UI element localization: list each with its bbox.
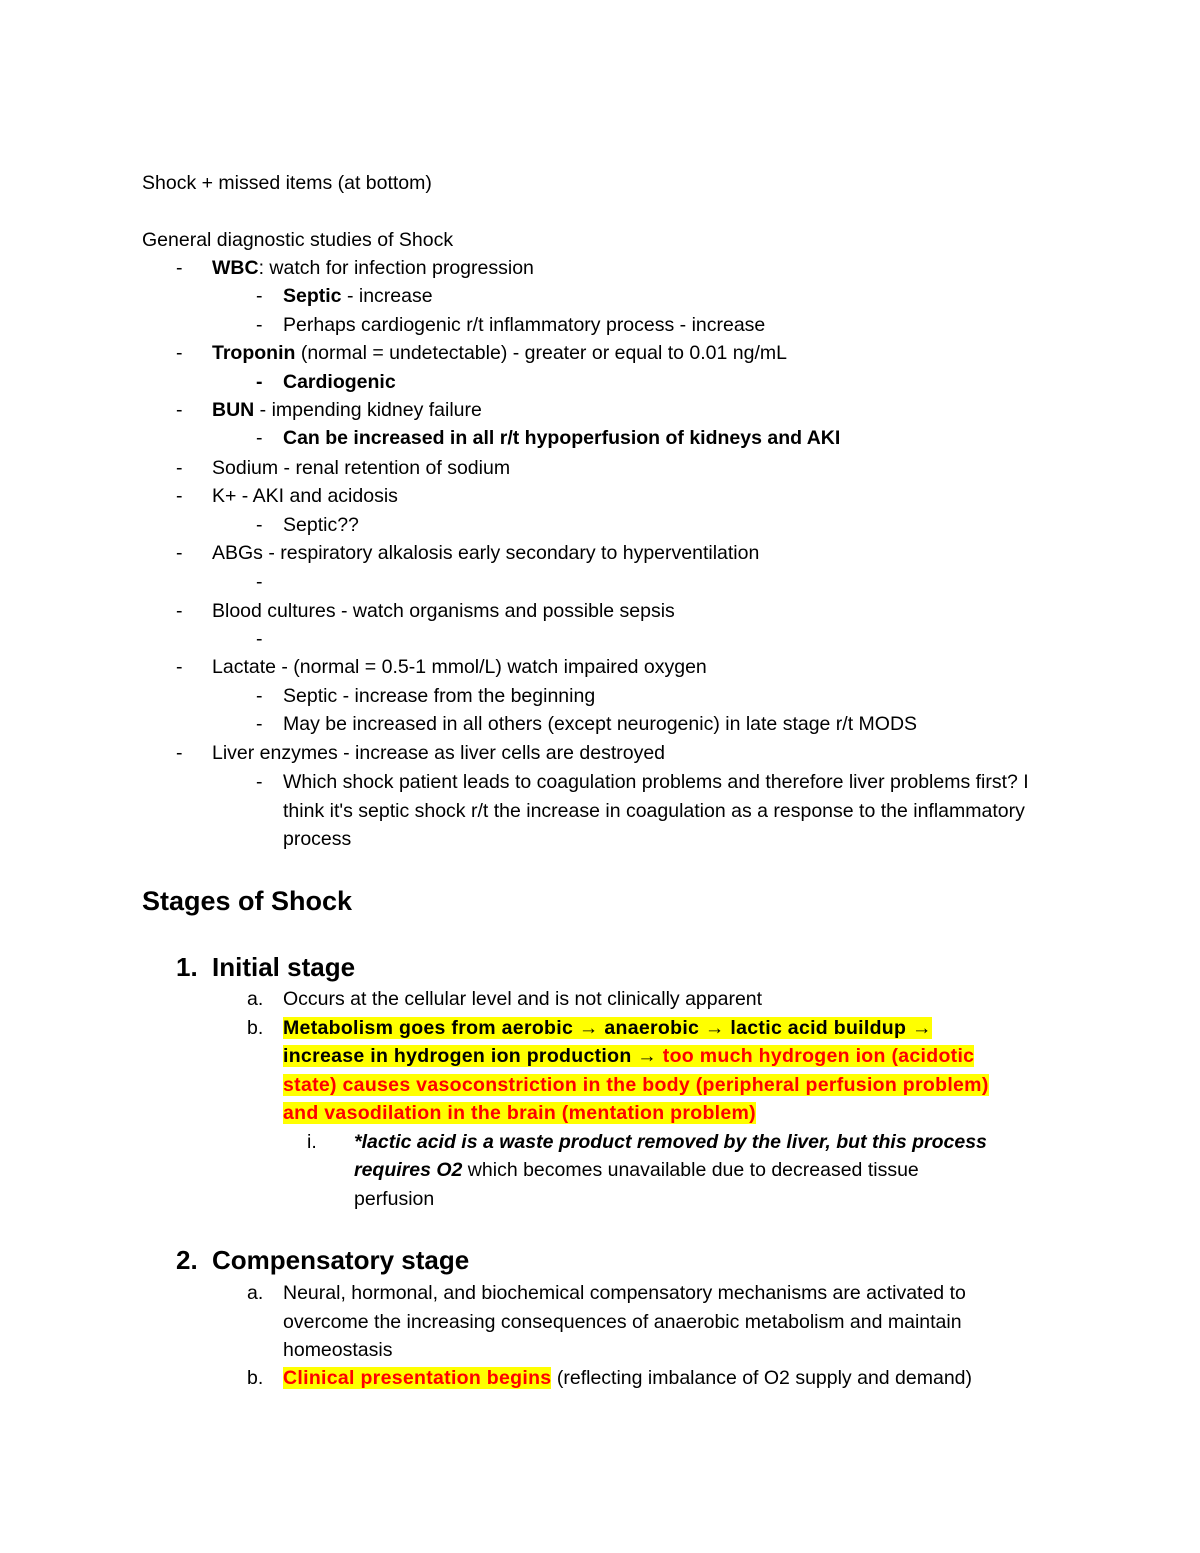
stages-heading: Stages of Shock <box>142 886 353 916</box>
stage-1-b-line-4 <box>283 1099 756 1128</box>
bullet: - <box>176 457 183 479</box>
troponin-label: Troponin <box>212 342 296 364</box>
stage-1-i-line-1: *lactic acid is a waste product removed by the liver, but this process <box>354 1131 987 1153</box>
bullet: - <box>176 656 183 678</box>
wbc-text: : watch for infection progression <box>258 257 534 279</box>
bullet: - <box>176 399 183 421</box>
bun-sub: Can be increased in all r/t hypoperfusion of kidneys and AKI <box>283 427 841 449</box>
potassium-item: K+ - AKI and acidosis <box>212 485 398 507</box>
bullet: - <box>176 485 183 507</box>
blood-cultures-item: Blood cultures - watch organisms and possible sepsis <box>212 600 675 622</box>
bun-label: BUN <box>212 399 255 421</box>
stage-2-number: 2. <box>176 1245 198 1275</box>
plain-text: (reflecting imbalance of O2 supply and demand) <box>551 1367 973 1389</box>
wbc-item <box>212 254 534 283</box>
list-marker: a. <box>247 1282 264 1304</box>
highlighted-red-text: and vasodilation in the brain (mentation problem) <box>283 1102 756 1124</box>
bun-text: - impending kidney failure <box>254 399 482 421</box>
stage-1-b-line-1 <box>283 1014 932 1043</box>
troponin-text: (normal = undetectable) - greater or equal to 0.01 ng/mL <box>295 342 787 364</box>
stage-1-b-line-3 <box>283 1071 989 1100</box>
wbc-septic <box>283 282 433 311</box>
empty-bullet: - <box>256 571 263 593</box>
highlighted-red-text: state) causes vasoconstriction in the body (peripheral perfusion problem) <box>283 1074 989 1096</box>
stage-1-number: 1. <box>176 952 198 982</box>
list-marker: b. <box>247 1367 264 1389</box>
bullet: - <box>176 742 183 764</box>
highlighted-text: Metabolism goes from aerobic → anaerobic → lactic acid buildup → <box>283 1017 932 1039</box>
bullet: - <box>176 542 183 564</box>
troponin-item <box>212 339 787 368</box>
highlighted-red-text: Clinical presentation begins <box>283 1367 552 1389</box>
lactate-sub-2: May be increased in all others (except neurogenic) in late stage r/t MODS <box>283 713 918 735</box>
stage-1-title: Initial stage <box>212 952 356 982</box>
abgs-item: ABGs - respiratory alkalosis early secondary to hyperventilation <box>212 542 760 564</box>
wbc-label: WBC <box>212 257 259 279</box>
stage-2-a: Neural, hormonal, and biochemical compensatory mechanisms are activated to overcome the increasing consequences of anaerobic metabolism and maintain homeostasis <box>283 1282 966 1361</box>
stage-2-b <box>283 1364 972 1393</box>
bun-item <box>212 396 482 425</box>
bullet: - <box>256 427 263 449</box>
septic-text: - increase <box>341 285 433 307</box>
doc-title: Shock + missed items (at bottom) <box>142 172 432 194</box>
stage-2-title: Compensatory stage <box>212 1245 470 1275</box>
bullet: - <box>256 314 263 336</box>
troponin-sub: Cardiogenic <box>283 371 396 393</box>
plain-text: which becomes unavailable due to decreased tissue <box>462 1159 919 1181</box>
stage-1-b-line-2 <box>283 1042 974 1071</box>
bullet: - <box>256 685 263 707</box>
stage-1-i-line-3: perfusion <box>354 1188 435 1210</box>
liver-sub: Which shock patient leads to coagulation problems and therefore liver problems first? I think it's septic shock r/t the increase in coagulation as a response to the inflammatory process <box>283 771 1029 850</box>
list-marker: a. <box>247 988 264 1010</box>
bullet: - <box>256 285 263 307</box>
bold-italic-text: requires O2 <box>354 1159 463 1181</box>
highlighted-red-text: too much hydrogen ion (acidotic <box>662 1045 975 1067</box>
bullet: - <box>176 257 183 279</box>
empty-bullet: - <box>256 628 263 650</box>
septic-label: Septic <box>283 285 342 307</box>
bullet: - <box>256 371 263 393</box>
bullet: - <box>256 771 263 793</box>
bullet: - <box>256 514 263 536</box>
diagnostic-heading: General diagnostic studies of Shock <box>142 229 454 251</box>
lactate-item: Lactate - (normal = 0.5-1 mmol/L) watch impaired oxygen <box>212 656 707 678</box>
lactate-sub-1: Septic - increase from the beginning <box>283 685 596 707</box>
stage-1-a: Occurs at the cellular level and is not clinically apparent <box>283 988 763 1010</box>
bullet: - <box>176 600 183 622</box>
liver-item: Liver enzymes - increase as liver cells are destroyed <box>212 742 666 764</box>
potassium-sub: Septic?? <box>283 514 359 536</box>
stage-1-i-line-2 <box>354 1156 919 1185</box>
list-marker: i. <box>307 1131 317 1153</box>
highlighted-text: increase in hydrogen ion production → <box>283 1045 663 1067</box>
bullet: - <box>256 713 263 735</box>
sodium-item: Sodium - renal retention of sodium <box>212 457 511 479</box>
bullet: - <box>176 342 183 364</box>
list-marker: b. <box>247 1017 264 1039</box>
wbc-cardiogenic: Perhaps cardiogenic r/t inflammatory process - increase <box>283 314 766 336</box>
